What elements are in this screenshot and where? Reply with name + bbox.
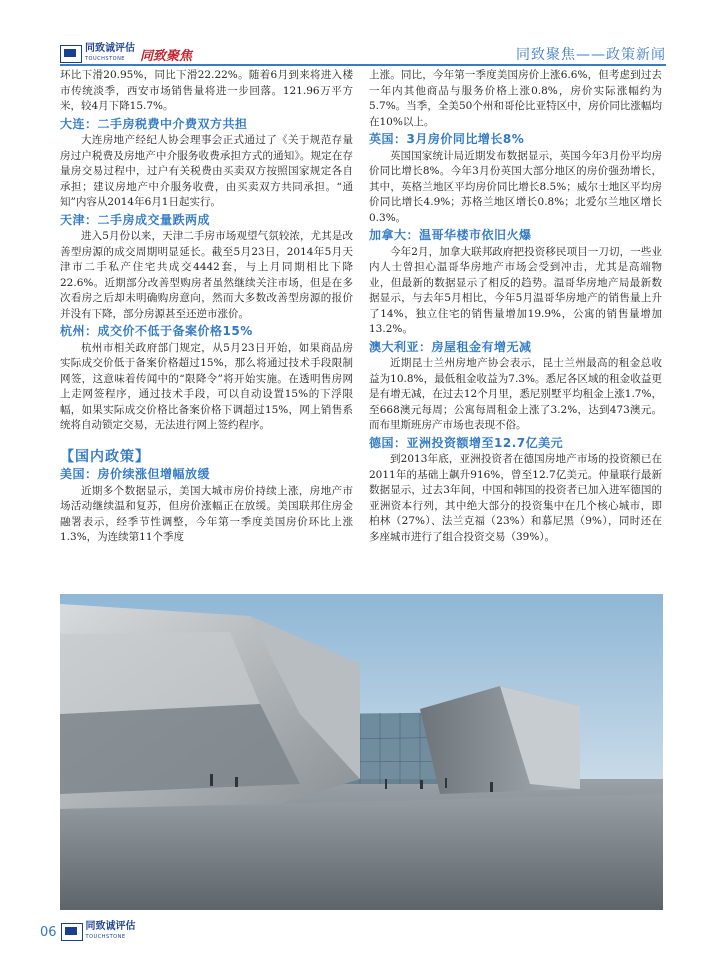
heading-hangzhou: 杭州：成交价不低于备案价格15%: [60, 324, 253, 338]
body-usa-continued: 上涨。同比，今年第一季度美国房价上涨6.6%，但考虑到过去一年内其他商品与服务价格上涨0.8%，房价实际涨幅约为5.7%。当季，全美50个州和哥伦比亚特区中，房价同比涨幅均在10%以上。: [369, 69, 662, 128]
header-divider: [60, 64, 666, 66]
heading-uk: 英国：3月房价同比增长8%: [369, 132, 525, 146]
body-canada: 今年2月，加拿大联邦政府把投资移民项目一刀切，一些业内人士曾担心温哥华房地产市场会受到冲击，尤其是高端物业，但最新的数据显示了相反的趋势。温哥华房地产局最新数据显示，与去年5月相比，今年5月温哥华房地产的销售量上升了14%，独立住宅的销售量增加19.9%，公寓的销售量增加13.2%。: [369, 245, 662, 335]
body-tianjin: 进入5月份以来，天津二手房市场观望气氛较浓，尤其是改善型房源的成交周期明显延长。截至5月23日，2014年5月天津市二手私产住宅共成交4442套，与上月同期相比下降22.6%。近期部分改善型购房者虽然继续关注市场，但是在多次看房之后却未明确购房意向，然而大多数改善型房源的报价并没有下降，部分房源甚至还逆市涨价。: [60, 230, 353, 320]
logo-cn-text: 同致诚评估: [85, 43, 135, 54]
right-column: [369, 68, 662, 545]
page-number: 06: [40, 924, 57, 940]
header-logo: [60, 44, 192, 64]
body-usa: 近期多个数据显示，美国大城市房价持续上涨，房地产市场活动继续温和复苏，但房价涨幅正在放缓。美国联邦住房金融署表示，经季节性调整，今年第一季度美国房价环比上涨1.3%，为连续第11个季度: [60, 484, 353, 543]
logo-en-text: TOUCHSTONE: [85, 56, 125, 62]
building-photo-icon: [60, 594, 663, 910]
section-title: 同致聚焦——政策新闻: [516, 47, 666, 63]
page-header: [0, 0, 720, 66]
heading-canada: 加拿大：温哥华楼市依旧火爆: [369, 228, 532, 242]
footer-logo-en-text: TOUCHSTONE: [85, 934, 126, 940]
footer-logo-cn-text: 同致诚评估: [85, 921, 136, 932]
heading-germany: 德国：亚洲投资额增至12.7亿美元: [369, 435, 564, 450]
body-hangzhou: 杭州市相关政府部门规定，从5月23日开始，如果商品房实际成交价低于备案价格超过15%，那么将通过技术手段限制网签，这意味着传闻中的“限降令”将开始实施。在透明售房网上走网签程序，通过技术手段，可以自动设置15%的下浮限幅，如果实际成交价格比备案价格下调超过15%，网上销售系统将自动锁定交易，无法进行网上签约程序。: [60, 341, 353, 431]
heading-dalian: 大连：二手房税费中介费双方共担: [60, 116, 248, 131]
heading-australia: 澳大利亚：房屋租金有增无减: [369, 339, 532, 354]
article-continuation: 环比下滑20.95%，同比下滑22.22%。随着6月到来将进入楼市传统淡季，西安市场销售量将进一步回落。121.96万平方米，较4月下降15.7%。: [60, 69, 353, 112]
left-column: [60, 68, 353, 546]
building-photo: [60, 594, 663, 910]
footer-logo-mark-icon: [61, 923, 83, 941]
section-tag-domestic: 【国内政策】: [60, 448, 150, 465]
logo-script-text: 同致聚焦: [140, 48, 193, 64]
body-germany: 到2013年底，亚洲投资者在德国房地产市场的投资额已在2011年的基础上飙升916%，曾至12.7亿美元。仲量联行最新数据显示，过去3年间，中国和韩国的投资者已加入进军德国的亚洲资本行列，其中绝大部分的投资集中在几个核心城市，即柏林（27%）、法兰克福（23%）和慕尼黑（9%），同时还在多座城市进行了组合投资交易（39%）。: [369, 453, 662, 543]
page-footer: [40, 922, 136, 942]
logo-mark-icon: [60, 45, 82, 63]
heading-usa: 美国：房价续涨但增幅放缓: [60, 467, 211, 481]
body-dalian: 大连房地产经纪人协会理事会正式通过了《关于规范存量房过户税费及房地产中介服务收费承担方式的通知》。规定在存量房交易过程中，过户有关税费由买卖双方按照国家规定各自承担；建议房地产中介服务收费，由买卖双方共同承担。“通知”内容从2014年6月1日起实行。: [60, 134, 353, 208]
body-uk: 英国国家统计局近期发布数据显示，英国今年3月份平均房价同比增长8%。今年3月份英国大部分地区的房价强劲增长，其中，英格兰地区平均房价同比增长8.5%；威尔士地区平均房价同比增长4.9%；苏格兰地区增长0.8%；北爱尔兰地区增长0.3%。: [369, 149, 662, 224]
heading-tianjin: 天津：二手房成交量跌两成: [60, 212, 211, 227]
body-australia: 近期昆士兰州房地产协会表示，昆士兰州最高的租金总收益为10.8%，最低租金收益为7.3%。悉尼各区域的租金收益更是有增无减，在过去12个月里，悉尼别墅平均租金上涨1.7%，至668澳元每周；公寓每周租金上涨了3.2%，达到473澳元。而布里斯班房产市场也表现不俗。: [369, 357, 662, 431]
